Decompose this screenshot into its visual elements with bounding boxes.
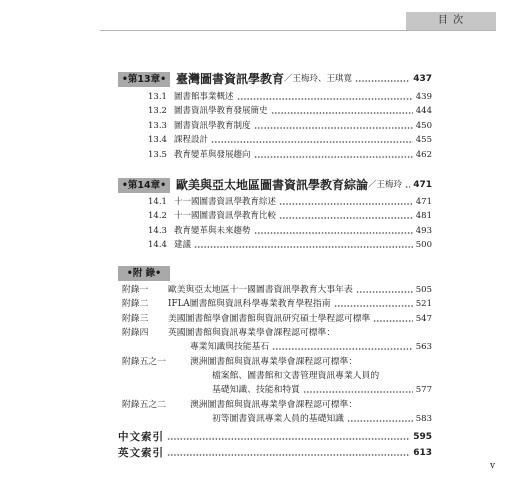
appendix-title-line: 英國圖書館與資訊專業學會課程認可標準： xyxy=(168,328,336,338)
leader-dots xyxy=(334,305,413,307)
section-number: 13.5 xyxy=(148,150,167,160)
section-entry xyxy=(148,104,432,119)
leader-dots xyxy=(279,217,413,219)
section-title: 圖書資訊學教育制度 xyxy=(174,121,251,131)
appendix-title-line: 檔案館、圖書館和文書管理資訊專業人員的 xyxy=(212,371,380,381)
section-title: 課程設計 xyxy=(174,135,209,145)
appendix-entry-continued xyxy=(122,369,432,384)
appendix-entry xyxy=(122,297,432,312)
leader-dots xyxy=(167,454,410,456)
section-entry xyxy=(148,238,432,253)
section-number: 14.4 xyxy=(148,240,167,250)
index-title: 英文索引 xyxy=(118,447,164,459)
chapter-authors: ／王梅玲 xyxy=(368,180,403,190)
appendix-page: 563 xyxy=(415,342,432,352)
leader-dots xyxy=(373,320,412,322)
appendix-number: 附錄五之一 xyxy=(122,357,166,367)
appendix-entry-continued xyxy=(122,412,432,427)
section-page: 493 xyxy=(415,226,432,236)
section-title: 教育變革與發展趨向 xyxy=(174,150,251,160)
appendix-entry xyxy=(122,398,432,413)
appendix-page: 505 xyxy=(415,285,432,295)
leader-dots xyxy=(356,291,413,293)
section-number: 13.2 xyxy=(148,106,167,116)
section-number: 13.1 xyxy=(148,92,167,102)
index-title: 中文索引 xyxy=(118,431,164,443)
appendix-page: 577 xyxy=(415,385,432,395)
section-entry xyxy=(148,119,432,134)
appendix-page: 583 xyxy=(415,414,432,424)
leader-dots xyxy=(237,98,413,100)
appendix-heading xyxy=(118,266,432,281)
section-number: 14.2 xyxy=(148,211,167,221)
section-page: 462 xyxy=(415,150,432,160)
leader-dots xyxy=(254,232,413,234)
section-entry xyxy=(148,224,432,239)
chapter-page: 471 xyxy=(413,180,432,190)
leader-dots xyxy=(167,438,410,440)
header-rule xyxy=(100,30,496,31)
contents-tab-label: 目 次 xyxy=(406,12,496,30)
section-title: 十一國圖書資訊學教育比較 xyxy=(174,211,277,221)
chapter-entry xyxy=(118,178,432,193)
index-page: 613 xyxy=(413,448,432,458)
section-entry xyxy=(148,209,432,224)
appendix-title-line: 初等圖書資訊專業人員的基礎知識 xyxy=(212,414,344,424)
page-number: v xyxy=(490,461,496,471)
section-entry xyxy=(148,90,432,105)
section-title: 建議 xyxy=(174,240,192,250)
leader-dots xyxy=(254,156,413,158)
section-page: 481 xyxy=(415,211,432,221)
section-number: 13.3 xyxy=(148,121,167,131)
appendix-number: 附錄五之二 xyxy=(122,400,166,410)
section-number: 14.1 xyxy=(148,197,167,207)
leader-dots xyxy=(303,391,413,393)
section-entry xyxy=(148,148,432,163)
index-page: 595 xyxy=(413,432,432,442)
leader-dots xyxy=(272,348,413,350)
appendix-number: 附錄一 xyxy=(122,285,149,295)
section-title: 圖書館事業概述 xyxy=(174,92,234,102)
section-page: 439 xyxy=(415,92,432,102)
appendix-entry xyxy=(122,355,432,370)
section-page: 444 xyxy=(415,106,432,116)
chapter-entry xyxy=(118,72,432,87)
appendix-entry xyxy=(122,312,432,327)
section-page: 471 xyxy=(415,197,432,207)
index-entry xyxy=(118,430,432,445)
section-page: 500 xyxy=(415,240,432,250)
appendix-title-line: 基礎知識、技能和特質 xyxy=(212,385,300,395)
appendix-title-line: IFLA圖書館與資訊科學專業教育學程指南 xyxy=(168,299,331,309)
chapter-title: 歐美與亞太地區圖書資訊學教育綜論 xyxy=(176,178,369,192)
leader-dots xyxy=(211,141,413,143)
appendix-page: 547 xyxy=(415,314,432,324)
chapter-page: 437 xyxy=(413,74,432,84)
section-number: 13.4 xyxy=(148,135,167,145)
leader-dots xyxy=(347,420,413,422)
leader-dots xyxy=(194,246,413,248)
appendix-number: 附錄三 xyxy=(122,314,149,324)
appendix-page: 521 xyxy=(415,299,432,309)
section-number: 14.3 xyxy=(148,226,167,236)
appendix-entry-continued xyxy=(122,383,432,398)
chapter-label: •第13章• xyxy=(118,72,170,87)
appendix-entry-continued xyxy=(122,340,432,355)
section-page: 450 xyxy=(415,121,432,131)
section-title: 教育變革與未來趨勢 xyxy=(174,226,251,236)
appendix-number: 附錄四 xyxy=(122,328,149,338)
leader-dots xyxy=(271,112,413,114)
section-title: 圖書資訊學教育發展簡史 xyxy=(174,106,268,116)
leader-dots xyxy=(254,127,413,129)
chapter-authors: ／王梅玲、王琪寬 xyxy=(284,74,353,84)
appendix-title-line: 專業知識與技能基石 xyxy=(190,342,270,352)
appendix-title-line: 澳洲圖書館與資訊專業學會課程認可標準： xyxy=(190,357,358,367)
section-entry xyxy=(148,133,432,148)
section-page: 455 xyxy=(415,135,432,145)
appendix-title-line: 歐美與亞太地區十一國圖書資訊學教育大事年表 xyxy=(168,285,353,295)
appendix-number: 附錄二 xyxy=(122,299,149,309)
appendix-label: •附 錄• xyxy=(118,266,170,281)
appendix-title-line: 澳洲圖書館與資訊專業學會課程認可標準： xyxy=(190,400,358,410)
section-title: 十一國圖書資訊學教育綜述 xyxy=(174,197,277,207)
leader-dots xyxy=(279,203,413,205)
section-entry xyxy=(148,195,432,210)
appendix-title-line: 美國圖書館學會圖書館與資訊研究碩士學程認可標準 xyxy=(168,314,371,324)
chapter-title: 臺灣圖書資訊學教育 xyxy=(176,72,285,86)
appendix-entry xyxy=(122,326,432,341)
leader-dots xyxy=(355,80,410,82)
appendix-entry xyxy=(122,283,432,298)
index-entry xyxy=(118,446,432,461)
chapter-label: •第14章• xyxy=(118,178,170,193)
leader-dots xyxy=(405,186,410,188)
